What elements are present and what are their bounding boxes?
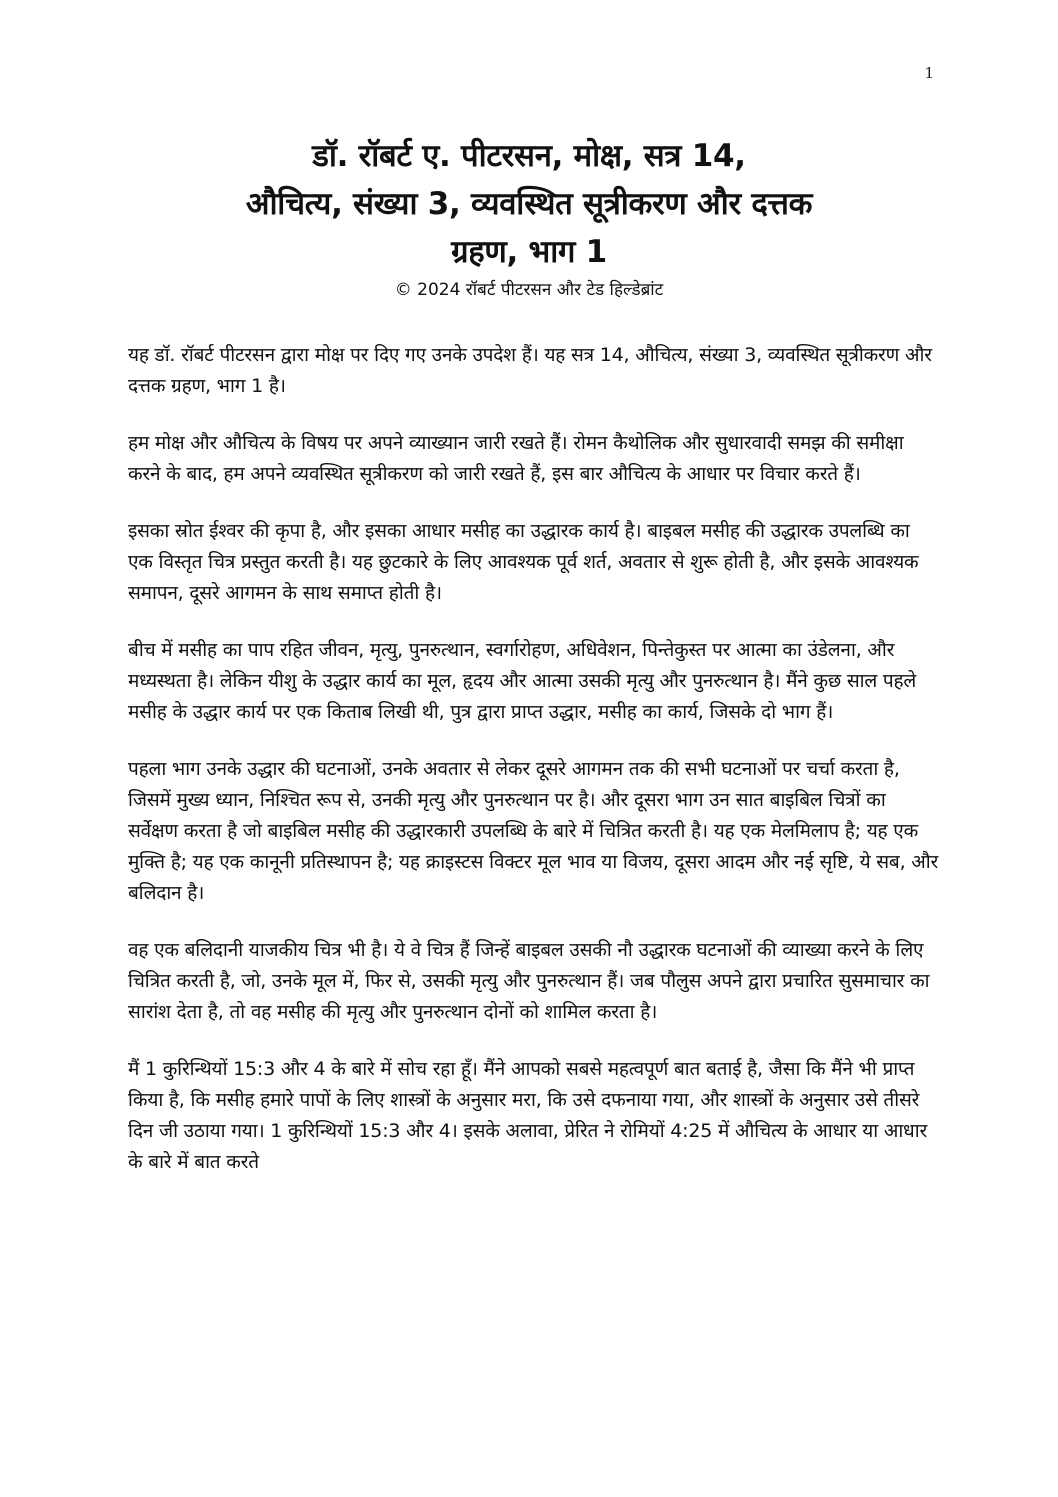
paragraph-1: यह डॉ. रॉबर्ट पीटरसन द्वारा मोक्ष पर दिए गए उनके उपदेश हैं। यह सत्र 14, औचित्य, संख्या 3, व्यवस्थित सूत्रीकरण और दत्तक ग्रहण, भाग 1 है। xyxy=(128,344,932,397)
document-header xyxy=(110,132,948,302)
title-line-2: औचित्य, संख्या 3, व्यवस्थित सूत्रीकरण और दत्तक xyxy=(245,186,813,222)
title-line-3: ग्रहण, भाग 1 xyxy=(451,234,607,270)
document-title xyxy=(110,132,948,276)
copyright-notice: © 2024 रॉबर्ट पीटरसन और टेड हिल्डेब्रांट xyxy=(394,280,664,300)
paragraph-7: मैं 1 कुरिन्थियों 15:3 और 4 के बारे में सोच रहा हूँ। मैंने आपको सबसे महत्वपूर्ण बात बताई है, जैसा कि मैंने भी प्राप्त किया है, कि मसीह हमारे पापों के लिए शास्त्रों के अनुसार मरा, कि उसे दफनाया गया, और शास्त्रों के अनुसार उसे तीसरे दिन जी उठाया गया। 1 कुरिन्थियों 15:3 और 4। इसके अलावा, प्रेरित ने रोमियों 4:25 में औचित्य के आधार या आधार के बारे में बात करते xyxy=(128,1058,928,1173)
paragraph-4: बीच में मसीह का पाप रहित जीवन, मृत्यु, पुनरुत्थान, स्वर्गारोहण, अधिवेशन, पिन्तेकुस्त पर आत्मा का उंडेलना, और मध्यस्थता है। लेकिन यीशु के उद्धार कार्य का मूल, हृदय और आत्मा उसकी मृत्यु और पुनरुत्थान है। मैंने कुछ साल पहले मसीह के उद्धार कार्य पर एक किताब लिखी थी, पुत्र द्वारा प्राप्त उद्धार, मसीह का कार्य, जिसके दो भाग हैं। xyxy=(128,639,917,723)
paragraph-3: इसका स्रोत ईश्वर की कृपा है, और इसका आधार मसीह का उद्धारक कार्य है। बाइबल मसीह की उद्धारक उपलब्धि का एक विस्तृत चित्र प्रस्तुत करती है। यह छुटकारे के लिए आवश्यक पूर्व शर्त, अवतार से शुरू होती है, और इसके आवश्यक समापन, दूसरे आगमन के साथ समाप्त होती है। xyxy=(128,520,919,604)
page-number: 1 xyxy=(924,64,934,82)
title-line-1: डॉ. रॉबर्ट ए. पीटरसन, मोक्ष, सत्र 14, xyxy=(312,138,746,174)
document-body xyxy=(128,340,940,1204)
paragraph-6: वह एक बलिदानी याजकीय चित्र भी है। ये वे चित्र हैं जिन्हें बाइबल उसकी नौ उद्धारक घटनाओं की व्याख्या करने के लिए चित्रित करती है, जो, उनके मूल में, फिर से, उसकी मृत्यु और पुनरुत्थान हैं। जब पौलुस अपने द्वारा प्रचारित सुसमाचार का सारांश देता है, तो वह मसीह की मृत्यु और पुनरुत्थान दोनों को शामिल करता है। xyxy=(128,939,930,1023)
paragraph-5: पहला भाग उनके उद्धार की घटनाओं, उनके अवतार से लेकर दूसरे आगमन तक की सभी घटनाओं पर चर्चा करता है, जिसमें मुख्य ध्यान, निश्चित रूप से, उनकी मृत्यु और पुनरुत्थान पर है। और दूसरा भाग उन सात बाइबिल चित्रों का सर्वेक्षण करता है जो बाइबिल मसीह की उद्धारकारी उपलब्धि के बारे में चित्रित करती है। यह एक मेलमिलाप है; यह एक मुक्ति है; यह एक कानूनी प्रतिस्थापन है; यह क्राइस्टस विक्टर मूल भाव या विजय, दूसरा आदम और नई सृष्टि, ये सब, और बलिदान है। xyxy=(128,758,939,904)
paragraph-2: हम मोक्ष और औचित्य के विषय पर अपने व्याख्यान जारी रखते हैं। रोमन कैथोलिक और सुधारवादी समझ की समीक्षा करने के बाद, हम अपने व्यवस्थित सूत्रीकरण को जारी रखते हैं, इस बार औचित्य के आधार पर विचार करते हैं। xyxy=(128,432,904,485)
